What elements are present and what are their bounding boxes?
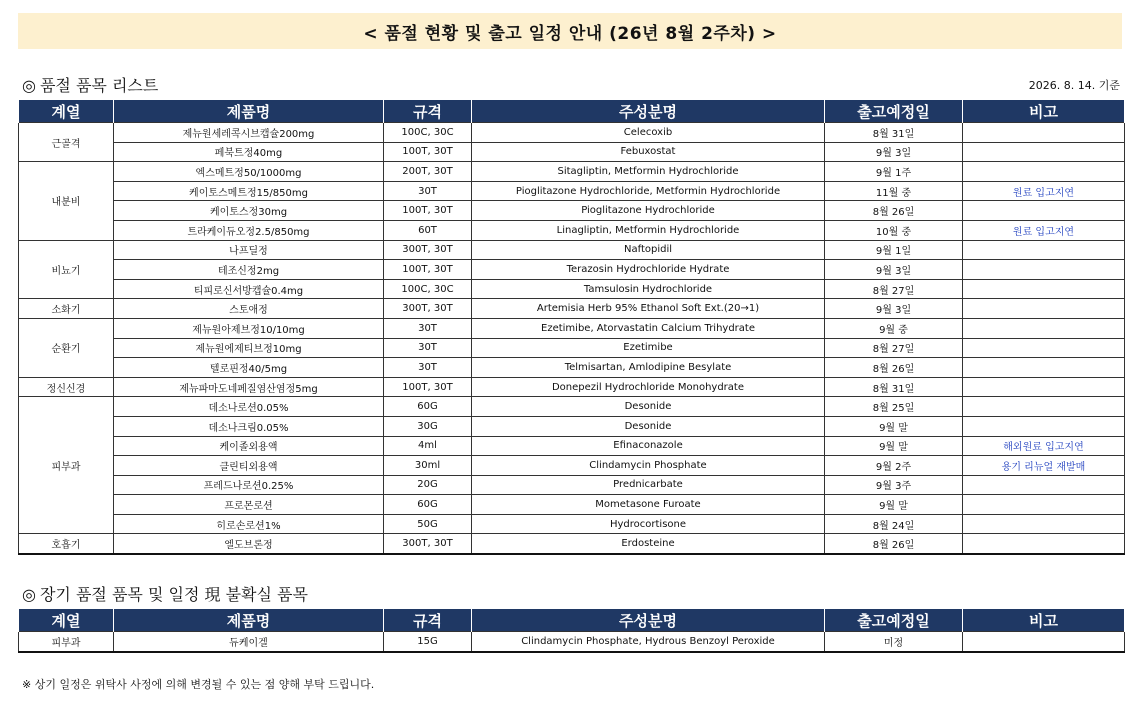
table-row [19,123,1125,143]
product-cell: 제뉴원세레콕시브캡슐200mg [114,123,384,143]
spec-cell: 100C, 30C [384,123,472,143]
ingredient-cell: Efinaconazole [472,436,825,456]
ingredient-cell: Celecoxib [472,123,825,143]
product-cell: 클린티외용액 [114,456,384,476]
product-cell: 케이토스정30mg [114,201,384,221]
table-row [19,201,1125,221]
date-cell: 9월 말 [825,495,963,515]
table-row [19,142,1125,162]
date-cell: 8월 27일 [825,279,963,299]
col-spec: 규격 [384,609,472,632]
table-row [19,162,1125,182]
long-term-table [18,609,1125,653]
category-cell: 비뇨기 [19,240,114,299]
section1-heading [22,73,158,96]
note-cell [963,162,1125,182]
col-spec: 규격 [384,100,472,123]
product-cell: 듀케이겔 [114,632,384,652]
product-cell: 히로손로션1% [114,514,384,534]
spec-cell: 30T [384,181,472,201]
note-cell [963,397,1125,417]
product-cell: 트라케이듀오정2.5/850mg [114,220,384,240]
note-cell [963,240,1125,260]
note-cell: 용기 리뉴얼 재발매 [963,456,1125,476]
spec-cell: 60T [384,220,472,240]
table-row [19,514,1125,534]
note-cell [963,260,1125,280]
date-cell: 8월 31일 [825,377,963,397]
note-cell [963,142,1125,162]
spec-cell: 100C, 30C [384,279,472,299]
stockout-table-body [19,123,1125,555]
product-cell: 프로몬로션 [114,495,384,515]
table-row [19,338,1125,358]
date-cell: 9월 2주 [825,456,963,476]
table-row [19,397,1125,417]
bullseye-icon: ◎ [22,76,36,95]
spec-cell: 30T [384,338,472,358]
spec-cell: 200T, 30T [384,162,472,182]
section1-title: 품절 품목 리스트 [39,76,159,95]
spec-cell: 300T, 30T [384,299,472,319]
note-cell [963,534,1125,554]
spec-cell: 60G [384,495,472,515]
table-row [19,632,1125,652]
spec-cell: 50G [384,514,472,534]
col-ingredient: 주성분명 [472,100,825,123]
category-cell: 순환기 [19,318,114,377]
col-date: 출고예정일 [825,609,963,632]
spec-cell: 100T, 30T [384,377,472,397]
category-cell: 소화기 [19,299,114,319]
stockout-table [18,100,1125,555]
ingredient-cell: Donepezil Hydrochloride Monohydrate [472,377,825,397]
table-row [19,358,1125,378]
product-cell: 텔로핀정40/5mg [114,358,384,378]
note-cell [963,279,1125,299]
table-row [19,534,1125,554]
note-cell [963,201,1125,221]
date-cell: 8월 31일 [825,123,963,143]
col-category: 계열 [19,100,114,123]
ingredient-cell: Febuxostat [472,142,825,162]
category-cell: 호흡기 [19,534,114,554]
section2-title: 장기 품절 품목 및 일정 現 불확실 품목 [39,585,308,604]
product-cell: 엑스메트정50/1000mg [114,162,384,182]
table-row [19,299,1125,319]
ingredient-cell: Clindamycin Phosphate, Hydrous Benzoyl Peroxide [472,632,825,652]
ingredient-cell: Ezetimibe [472,338,825,358]
table-row [19,279,1125,299]
table-row [19,181,1125,201]
long-term-table-body [19,632,1125,652]
date-cell: 9월 3주 [825,475,963,495]
date-cell: 미정 [825,632,963,652]
note-cell: 원료 입고지연 [963,220,1125,240]
date-cell: 9월 3일 [825,142,963,162]
spec-cell: 15G [384,632,472,652]
ingredient-cell: Clindamycin Phosphate [472,456,825,476]
note-cell: 원료 입고지연 [963,181,1125,201]
spec-cell: 60G [384,397,472,417]
date-cell: 8월 25일 [825,397,963,417]
ingredient-cell: Mometasone Furoate [472,495,825,515]
table-row [19,377,1125,397]
page-title: < 품절 현황 및 출고 일정 안내 (26년 8월 2주차) > [18,13,1122,49]
table-row [19,495,1125,515]
product-cell: 엘도브론정 [114,534,384,554]
category-cell: 피부과 [19,397,114,534]
product-cell: 제뉴원아제브정10/10mg [114,318,384,338]
ingredient-cell: Desonide [472,397,825,417]
table-header-row [19,100,1125,123]
note-cell [963,377,1125,397]
date-cell: 8월 27일 [825,338,963,358]
product-cell: 데소나로션0.05% [114,397,384,417]
note-cell [963,318,1125,338]
col-category: 계열 [19,609,114,632]
date-cell: 9월 중 [825,318,963,338]
product-cell: 케이토스메트정15/850mg [114,181,384,201]
category-cell: 내분비 [19,162,114,240]
date-cell: 8월 24일 [825,514,963,534]
ingredient-cell: Ezetimibe, Atorvastatin Calcium Trihydrate [472,318,825,338]
spec-cell: 100T, 30T [384,260,472,280]
product-cell: 데소나크림0.05% [114,416,384,436]
col-note: 비고 [963,100,1125,123]
date-cell: 9월 1일 [825,240,963,260]
note-cell [963,299,1125,319]
col-note: 비고 [963,609,1125,632]
spec-cell: 20G [384,475,472,495]
product-cell: 프레드나로션0.25% [114,475,384,495]
ingredient-cell: Linagliptin, Metformin Hydrochloride [472,220,825,240]
ingredient-cell: Telmisartan, Amlodipine Besylate [472,358,825,378]
ingredient-cell: Pioglitazone Hydrochloride [472,201,825,221]
product-cell: 나프딜정 [114,240,384,260]
ingredient-cell: Hydrocortisone [472,514,825,534]
table-row [19,240,1125,260]
note-cell: 해외원료 입고지연 [963,436,1125,456]
date-cell: 9월 3일 [825,299,963,319]
date-cell: 8월 26일 [825,358,963,378]
note-cell [963,358,1125,378]
ingredient-cell: Prednicarbate [472,475,825,495]
spec-cell: 300T, 30T [384,240,472,260]
spec-cell: 30ml [384,456,472,476]
note-cell [963,475,1125,495]
table-row [19,318,1125,338]
base-date: 2026. 8. 14. 기준 [1028,79,1120,92]
category-cell: 피부과 [19,632,114,652]
spec-cell: 30T [384,318,472,338]
spec-cell: 4ml [384,436,472,456]
product-cell: 페북트정40mg [114,142,384,162]
table-header-row [19,609,1125,632]
table-row [19,436,1125,456]
date-cell: 11월 중 [825,181,963,201]
spec-cell: 300T, 30T [384,534,472,554]
ingredient-cell: Desonide [472,416,825,436]
ingredient-cell: Naftopidil [472,240,825,260]
ingredient-cell: Terazosin Hydrochloride Hydrate [472,260,825,280]
date-cell: 8월 26일 [825,534,963,554]
date-cell: 8월 26일 [825,201,963,221]
col-product: 제품명 [114,609,384,632]
col-product: 제품명 [114,100,384,123]
footnote: ※ 상기 일정은 위탁사 사정에 의해 변경될 수 있는 점 양해 부탁 드립니다. [22,678,375,691]
spec-cell: 30G [384,416,472,436]
date-cell: 9월 말 [825,416,963,436]
table-row [19,220,1125,240]
product-cell: 제뉴파마도네페질염산염정5mg [114,377,384,397]
date-cell: 9월 3일 [825,260,963,280]
bullseye-icon: ◎ [22,585,36,604]
product-cell: 테조신정2mg [114,260,384,280]
section2-heading [22,582,308,605]
category-cell: 정신신경 [19,377,114,397]
date-cell: 9월 말 [825,436,963,456]
ingredient-cell: Pioglitazone Hydrochloride, Metformin Hydrochloride [472,181,825,201]
spec-cell: 30T [384,358,472,378]
ingredient-cell: Sitagliptin, Metformin Hydrochloride [472,162,825,182]
spec-cell: 100T, 30T [384,142,472,162]
product-cell: 케이졸외용액 [114,436,384,456]
table-row [19,475,1125,495]
date-cell: 10월 중 [825,220,963,240]
note-cell [963,495,1125,515]
spec-cell: 100T, 30T [384,201,472,221]
table-row [19,456,1125,476]
note-cell [963,123,1125,143]
date-cell: 9월 1주 [825,162,963,182]
product-cell: 스토애정 [114,299,384,319]
ingredient-cell: Tamsulosin Hydrochloride [472,279,825,299]
note-cell [963,338,1125,358]
note-cell [963,416,1125,436]
product-cell: 티피로신서방캡슐0.4mg [114,279,384,299]
note-cell [963,632,1125,652]
col-date: 출고예정일 [825,100,963,123]
note-cell [963,514,1125,534]
category-cell: 근골격 [19,123,114,162]
col-ingredient: 주성분명 [472,609,825,632]
ingredient-cell: Artemisia Herb 95% Ethanol Soft Ext.(20→1) [472,299,825,319]
table-row [19,416,1125,436]
product-cell: 제뉴원에제티브정10mg [114,338,384,358]
ingredient-cell: Erdosteine [472,534,825,554]
table-row [19,260,1125,280]
